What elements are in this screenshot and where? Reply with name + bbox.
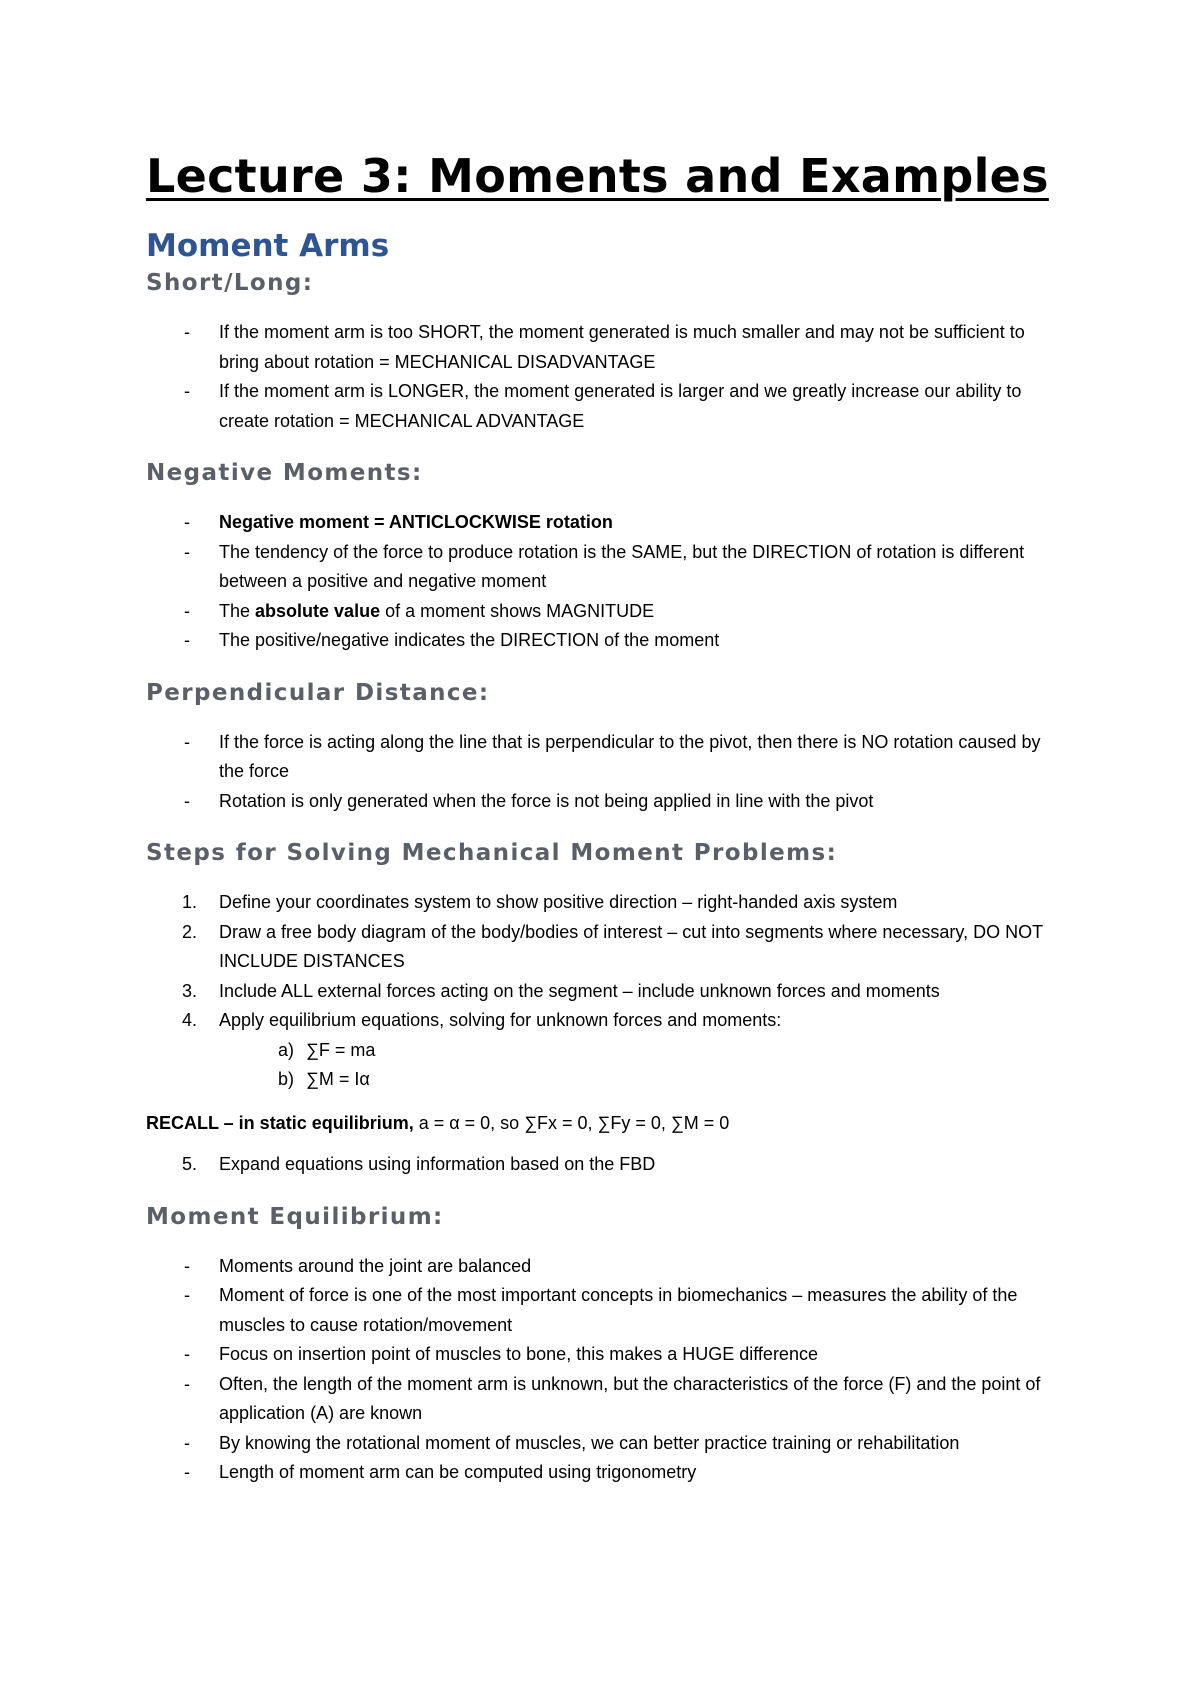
bullet-mark: - — [184, 541, 190, 562]
list-item: - By knowing the rotational moment of muscles, we can better practice training or rehabilitation — [146, 1429, 1066, 1459]
bullet-mark: - — [184, 1432, 190, 1453]
step-number: 2. — [182, 921, 198, 942]
bullet-mark: - — [184, 512, 190, 532]
list-item: a) ∑F = ma — [146, 1036, 1066, 1066]
list-item: - The absolute value of a moment shows MAGNITUDE — [146, 597, 1066, 627]
list-item: - If the force is acting along the line that is perpendicular to the pivot, then there is NO rotation caused by the force — [146, 728, 1066, 787]
list-item: - Moment of force is one of the most important concepts in biomechanics – measures the ability of the muscles to cause rotation/movement — [146, 1281, 1066, 1340]
subheading-steps: Steps for Solving Mechanical Moment Problems: — [146, 840, 838, 866]
list-item: 5. Expand equations using information based on the FBD — [146, 1150, 1066, 1180]
bullet-mark: - — [184, 600, 190, 621]
bullet-mark: - — [184, 790, 190, 811]
list-item: 2. Draw a free body diagram of the body/bodies of interest – cut into segments where necessary, DO NOT INCLUDE DISTANCES — [146, 918, 1066, 977]
bullet-mark: - — [184, 1255, 190, 1276]
list-item: - The positive/negative indicates the DIRECTION of the moment — [146, 626, 1066, 656]
list-item: 1. Define your coordinates system to show positive direction – right-handed axis system — [146, 888, 1066, 918]
steps-list — [146, 888, 1066, 1036]
bullet-mark: - — [184, 322, 190, 342]
list-item: 4. Apply equilibrium equations, solving for unknown forces and moments: — [146, 1006, 1066, 1036]
page-title: Lecture 3: Moments and Examples — [146, 149, 1049, 203]
bullet-mark: - — [184, 381, 190, 401]
list-item: 3. Include ALL external forces acting on the segment – include unknown forces and moments — [146, 977, 1066, 1007]
subheading-short-long: Short/Long: — [146, 270, 314, 296]
list-item: - Rotation is only generated when the force is not being applied in line with the pivot — [146, 787, 1066, 817]
short-long-list — [146, 318, 1066, 436]
list-item: - Focus on insertion point of muscles to bone, this makes a HUGE difference — [146, 1340, 1066, 1370]
document-content — [146, 140, 1066, 1488]
list-item: - The tendency of the force to produce rotation is the SAME, but the DIRECTION of rotation is different between a positive and negative moment — [146, 538, 1066, 597]
list-item: b) ∑M = Iα — [146, 1065, 1066, 1095]
equilibrium-list — [146, 1252, 1066, 1488]
equation-sublist — [146, 1036, 1066, 1095]
bullet-mark: - — [184, 630, 190, 650]
subheading-negative-moments: Negative Moments: — [146, 460, 423, 486]
bullet-mark: - — [184, 731, 190, 752]
bullet-mark: - — [184, 1344, 190, 1364]
list-item: - Moments around the joint are balanced — [146, 1252, 1066, 1282]
subheading-perpendicular-distance: Perpendicular Distance: — [146, 679, 490, 706]
negative-moments-list — [146, 508, 1066, 656]
step-number: 4. — [182, 1010, 198, 1030]
list-item: - Often, the length of the moment arm is unknown, but the characteristics of the force (F) and the point of application (A) are known — [146, 1370, 1066, 1429]
recall-note: RECALL – in static equilibrium, a = α = 0, so ∑Fx = 0, ∑Fy = 0, ∑M = 0 — [146, 1112, 730, 1133]
step-number: 5. — [182, 1154, 198, 1174]
subheading-moment-equilibrium: Moment Equilibrium: — [146, 1203, 444, 1230]
list-item: - Length of moment arm can be computed using trigonometry — [146, 1458, 1066, 1488]
steps-list-continued — [146, 1150, 1066, 1180]
sub-letter: b) — [278, 1069, 295, 1089]
list-item: - Negative moment = ANTICLOCKWISE rotation — [146, 508, 1066, 538]
section-heading-moment-arms: Moment Arms — [146, 228, 390, 264]
perpendicular-list — [146, 728, 1066, 817]
sub-letter: a) — [278, 1039, 295, 1060]
list-item: - If the moment arm is LONGER, the moment generated is larger and we greatly increase our ability to create rotation = MECHANICAL ADVANTAGE — [146, 377, 1066, 436]
bullet-mark: - — [184, 1462, 190, 1482]
step-number: 3. — [182, 980, 198, 1001]
step-number: 1. — [182, 892, 198, 912]
bullet-mark: - — [184, 1373, 190, 1394]
bullet-mark: - — [184, 1285, 190, 1305]
list-item: - If the moment arm is too SHORT, the moment generated is much smaller and may not be sufficient to bring about rotation = MECHANICAL DISADVANTAGE — [146, 318, 1066, 377]
